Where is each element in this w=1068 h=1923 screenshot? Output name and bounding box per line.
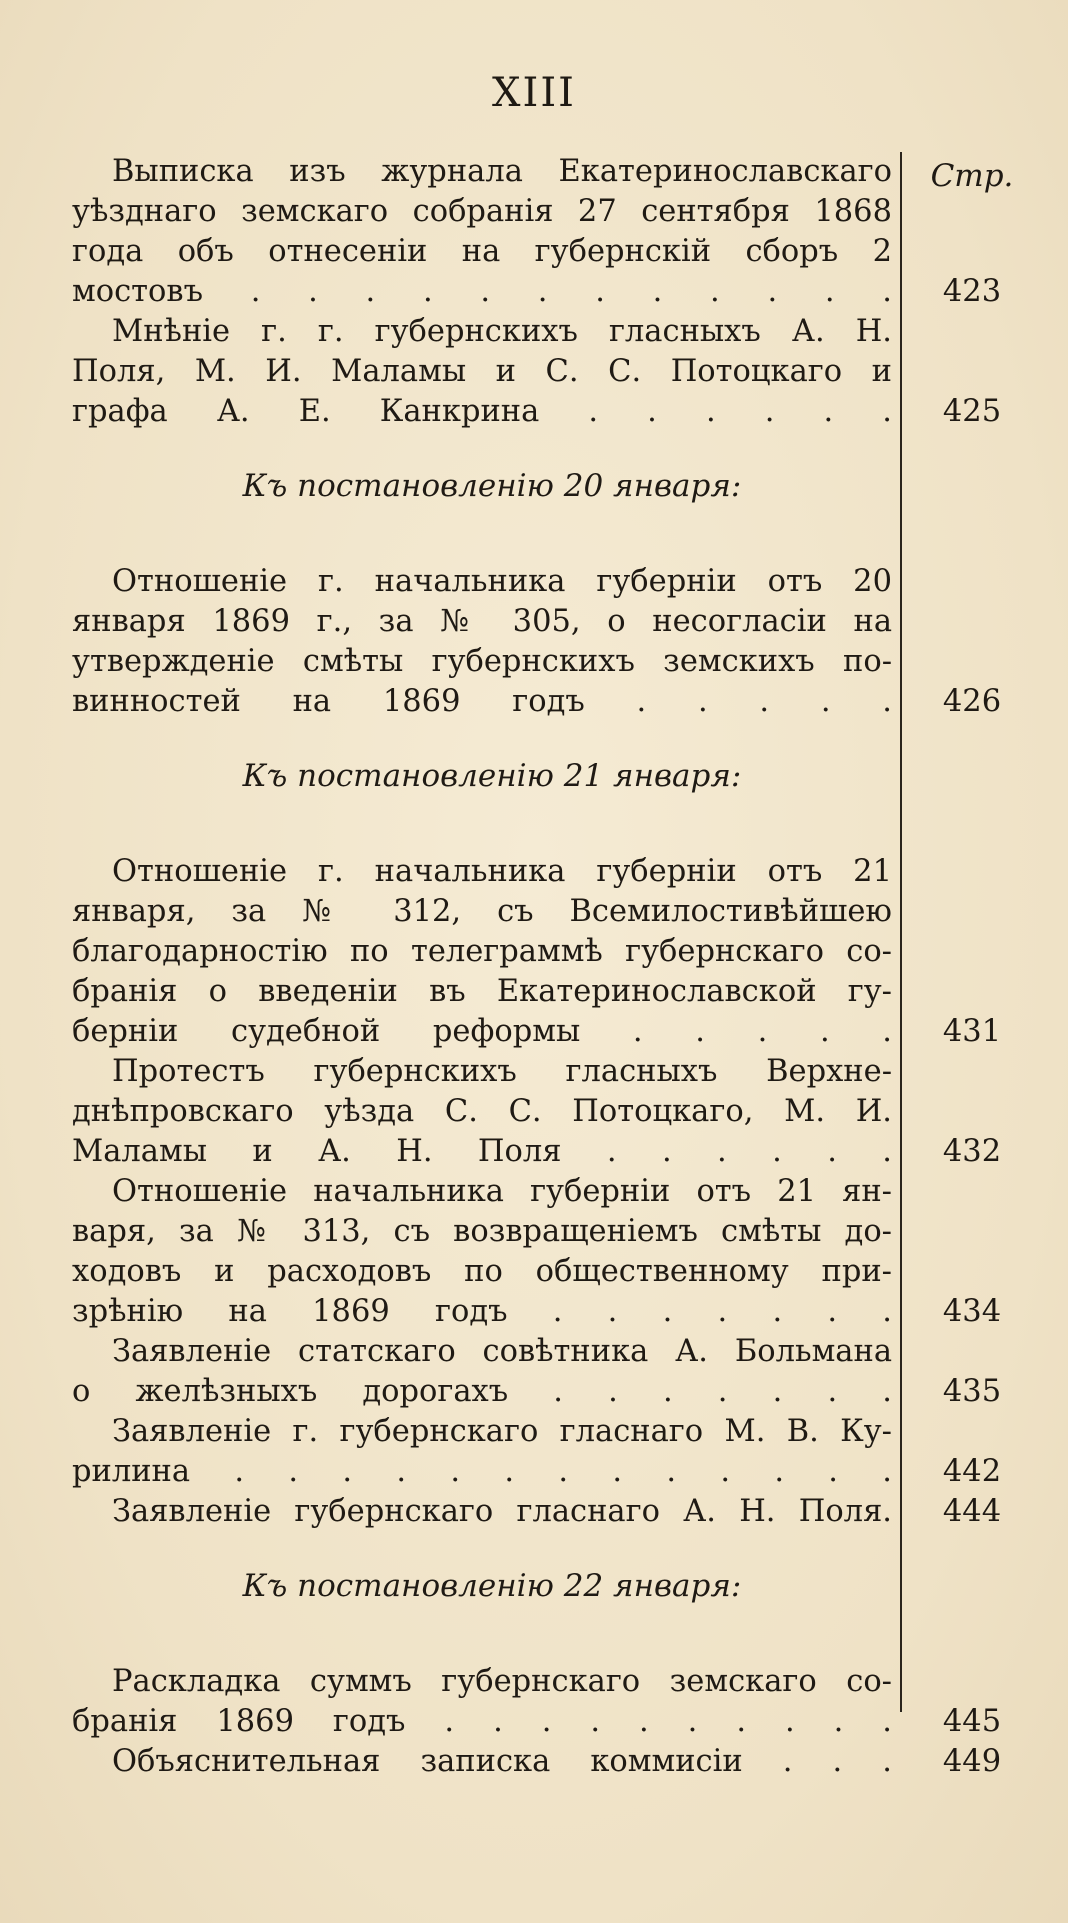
toc-entry-line: Раскладка суммъ губернскаго земскаго со-: [112, 1664, 892, 1699]
toc-entry-line: Поля, М. И. Маламы и С. С. Потоцкаго и: [72, 354, 892, 389]
toc-entry-line: Отношеніе начальника губерніи отъ 21 ян-: [112, 1174, 892, 1209]
toc-entry-line: Объяснительная записка коммисіи . . .: [112, 1744, 892, 1779]
toc-entry: [72, 1742, 892, 1782]
toc-entry: [72, 1172, 892, 1332]
toc-page-number: 435: [942, 1374, 1002, 1409]
toc-entry-line: графа А. Е. Канкрина . . . . . .: [72, 394, 892, 429]
toc-entry-line: рилина . . . . . . . . . . . . .: [72, 1454, 892, 1489]
toc-entry-line: января 1869 г., за № 305, о несогласіи на: [72, 604, 892, 639]
toc-entry-line: ходовъ и расходовъ по общественному при-: [72, 1254, 892, 1289]
toc-page-number: 445: [942, 1704, 1002, 1739]
toc-page-number: 431: [942, 1014, 1002, 1049]
toc-entry: [72, 1412, 892, 1492]
toc-entry: [72, 562, 892, 722]
toc-page-number: 442: [942, 1454, 1002, 1489]
toc-entry-line: о желѣзныхъ дорогахъ . . . . . . .: [72, 1374, 892, 1409]
toc-entry-line: днѣпровскаго уѣзда С. С. Потоцкаго, М. И.: [72, 1094, 892, 1129]
toc-entry: [72, 152, 892, 312]
toc-entry-line: винностей на 1869 годъ . . . . .: [72, 684, 892, 719]
toc-entry-line: утвержденіе смѣты губернскихъ земскихъ по-: [72, 644, 892, 679]
toc-page-number: 423: [942, 274, 1002, 309]
toc-entry: [72, 1492, 892, 1532]
toc-page-number: 434: [942, 1294, 1002, 1329]
toc-entry: [72, 312, 892, 432]
toc-entry-line: Отношеніе г. начальника губерніи отъ 21: [112, 854, 892, 889]
page-number: XIII: [492, 70, 576, 116]
table-of-contents: [72, 152, 892, 1782]
toc-entry-line: уѣзднаго земскаго собранія 27 сентября 1868: [72, 194, 892, 229]
toc-entry-line: года объ отнесеніи на губернскій сборъ 2: [72, 234, 892, 269]
toc-entry-line: Маламы и А. Н. Поля . . . . . .: [72, 1134, 892, 1169]
toc-entry-line: Выписка изъ журнала Екатеринославскаго: [112, 154, 892, 189]
toc-entry-line: Заявленіе г. губернскаго гласнаго М. В. Ку-: [112, 1414, 892, 1449]
toc-entry-line: Отношеніе г. начальника губерніи отъ 20: [112, 564, 892, 599]
toc-entry-line: мостовъ . . . . . . . . . . . .: [72, 274, 892, 309]
toc-entry-line: Мнѣніе г. г. губернскихъ гласныхъ А. Н.: [112, 314, 892, 349]
toc-entry-line: берніи судебной реформы . . . . .: [72, 1014, 892, 1049]
toc-page-number: 444: [942, 1494, 1002, 1529]
toc-entry: [72, 1332, 892, 1412]
toc-entry-line: бранія о введеніи въ Екатеринославской гу-: [72, 974, 892, 1009]
toc-entry: [72, 1052, 892, 1172]
toc-entry-line: Протестъ губернскихъ гласныхъ Верхне-: [112, 1054, 892, 1089]
page-column-header: Стр.: [930, 158, 1014, 194]
toc-entry-line: бранія 1869 годъ . . . . . . . . . .: [72, 1704, 892, 1739]
toc-page-number: 449: [942, 1744, 1002, 1779]
toc-entry-line: варя, за № 313, съ возвращеніемъ смѣты до-: [72, 1214, 892, 1249]
toc-page-number: 432: [942, 1134, 1002, 1169]
toc-entry: [72, 852, 892, 1052]
toc-page-number: 425: [942, 394, 1002, 429]
section-heading: Къ постановленію 21 января:: [242, 758, 742, 794]
toc-entry-line: благодарностію по телеграммѣ губернскаго со-: [72, 934, 892, 969]
section-heading: Къ постановленію 22 января:: [242, 1568, 742, 1604]
toc-entry-line: января, за № 312, съ Всемилостивѣйшею: [72, 894, 892, 929]
toc-page-number: 426: [942, 684, 1002, 719]
toc-entry-line: Заявленіе губернскаго гласнаго А. Н. Поля.: [112, 1494, 892, 1529]
section-heading: Къ постановленію 20 января:: [242, 468, 742, 504]
toc-entry-line: зрѣнію на 1869 годъ . . . . . . .: [72, 1294, 892, 1329]
toc-entry-line: Заявленіе статскаго совѣтника А. Больмана: [112, 1334, 892, 1369]
toc-entry: [72, 1662, 892, 1742]
